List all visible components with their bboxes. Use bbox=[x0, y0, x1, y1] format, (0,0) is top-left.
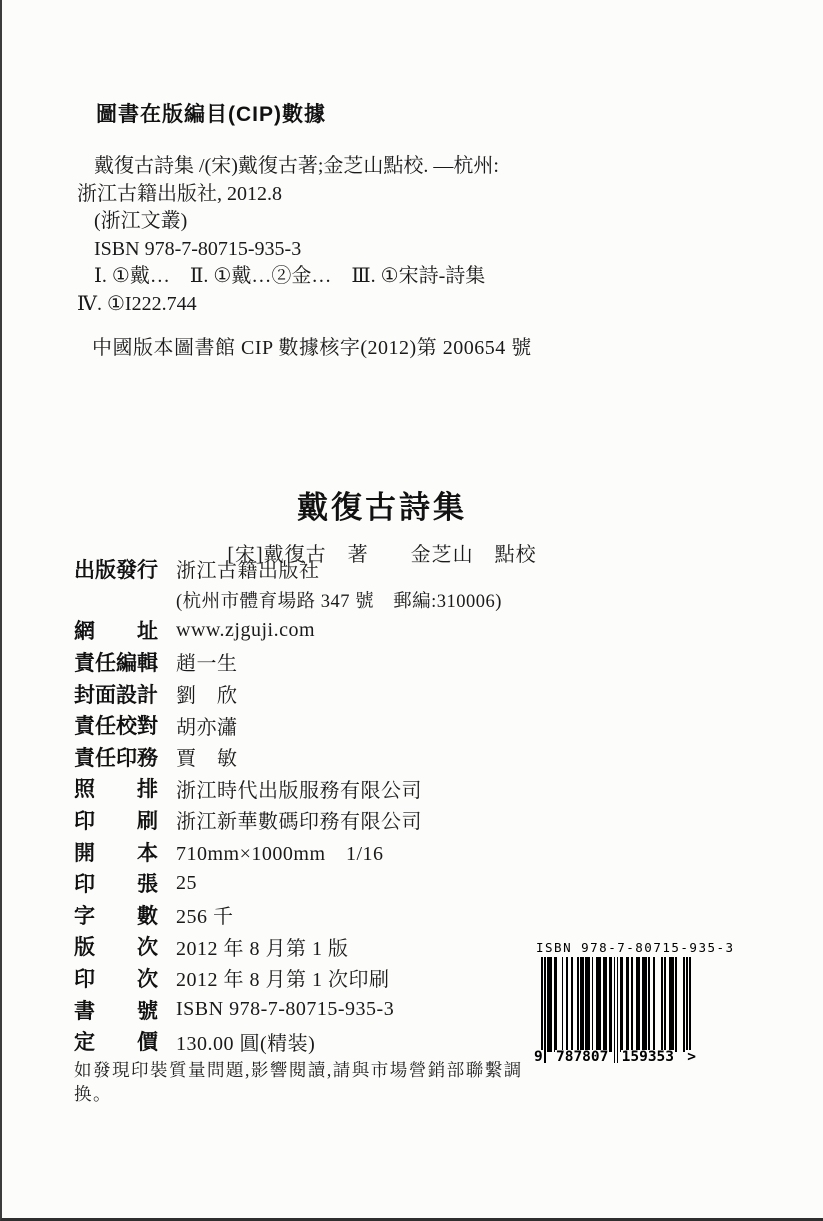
barcode-bars bbox=[541, 957, 691, 1063]
cip-entry bbox=[72, 153, 592, 318]
colophon-label: 責任編輯 bbox=[74, 651, 158, 675]
colophon-row bbox=[74, 741, 724, 773]
colophon-label: 印 張 bbox=[74, 873, 158, 897]
cip-series-line: (浙江文叢) bbox=[94, 210, 188, 232]
colophon-value: 2012 年 8 月第 1 次印刷 bbox=[176, 969, 390, 992]
colophon-row bbox=[74, 615, 724, 647]
colophon-value: 劉 欣 bbox=[176, 685, 238, 708]
colophon-label: 版 次 bbox=[74, 936, 158, 960]
colophon-label: 照 排 bbox=[74, 778, 158, 802]
colophon-value: 賈 敏 bbox=[176, 748, 238, 771]
colophon-row bbox=[74, 678, 724, 710]
colophon-value: 256 千 bbox=[176, 906, 234, 929]
colophon-row bbox=[74, 773, 724, 805]
colophon-row bbox=[74, 646, 724, 678]
colophon-label: 封面設計 bbox=[74, 683, 158, 707]
colophon-value: 胡亦瀟 bbox=[176, 716, 238, 739]
colophon-label: 字 數 bbox=[74, 904, 158, 928]
colophon-label: 責任校對 bbox=[74, 715, 158, 739]
byline-editor: 金芝山 點校 bbox=[410, 544, 537, 566]
cip-classification-line: Ⅳ. ①I222.744 bbox=[77, 292, 197, 315]
quality-notice: 如發現印裝質量問題,影響閱讀,請與市場營銷部聯繫調换。 bbox=[74, 1060, 523, 1104]
colophon-row bbox=[74, 899, 724, 931]
cip-entry-line: 戴復古詩集 /(宋)戴復古著;金芝山點校. —杭州: bbox=[94, 155, 499, 177]
colophon-row bbox=[74, 709, 724, 741]
barcode-isbn-text: ISBN 978-7-80715-935-3 bbox=[536, 940, 735, 955]
colophon-row bbox=[74, 836, 724, 868]
colophon-row bbox=[74, 804, 724, 836]
cip-heading: 圖書在版編目(CIP)數據 bbox=[96, 103, 326, 126]
barcode-digits bbox=[533, 1050, 697, 1065]
colophon-label: 網 址 bbox=[74, 620, 158, 644]
cip-entry-line: 浙江古籍出版社, 2012.8 bbox=[77, 182, 282, 205]
barcode-digit-lead: 9 bbox=[534, 1049, 543, 1065]
colophon-value: 710mm×1000mm 1/16 bbox=[176, 843, 384, 866]
colophon-label: 出版發行 bbox=[74, 558, 158, 582]
barcode-digit-group2: 159353 bbox=[621, 1049, 675, 1065]
colophon-label: 開 本 bbox=[74, 841, 158, 865]
colophon-value: 浙江新華數碼印務有限公司 bbox=[176, 811, 422, 834]
cip-record-number: 中國版本圖書館 CIP 數據核字(2012)第 200654 號 bbox=[92, 337, 532, 359]
colophon-value: 130.00 圓(精装) bbox=[176, 1032, 316, 1055]
colophon-value: 浙江時代出版服務有限公司 bbox=[176, 779, 422, 802]
colophon-value: 2012 年 8 月第 1 版 bbox=[176, 937, 349, 960]
barcode-digit-group1: 787807 bbox=[555, 1049, 609, 1065]
colophon-value: ISBN 978-7-80715-935-3 bbox=[176, 998, 395, 1021]
book-title: 戴復古詩集 bbox=[297, 490, 467, 525]
byline-author: [宋]戴復古 著 bbox=[227, 544, 369, 566]
colophon-label: 印 次 bbox=[74, 967, 158, 991]
colophon-value: www.zjguji.com bbox=[176, 618, 316, 641]
isbn-barcode bbox=[533, 940, 735, 1072]
colophon-row bbox=[74, 553, 724, 585]
colophon-row bbox=[74, 867, 724, 899]
cip-block bbox=[72, 98, 592, 363]
colophon-label: 印 刷 bbox=[74, 809, 158, 833]
colophon-label: 責任印務 bbox=[74, 746, 158, 770]
colophon-value: 趙一生 bbox=[176, 653, 238, 676]
colophon-value: 浙江古籍出版社 bbox=[176, 560, 320, 583]
colophon-label: 定 價 bbox=[74, 1031, 158, 1055]
cip-isbn-line: ISBN 978-7-80715-935-3 bbox=[94, 237, 302, 260]
publisher-address: (杭州市體育場路 347 號 郵編:310006) bbox=[176, 591, 502, 612]
cip-classification-line: Ⅰ. ①戴… Ⅱ. ①戴…②金… Ⅲ. ①宋詩-詩集 bbox=[94, 265, 486, 287]
barcode-trailing-mark: > bbox=[687, 1049, 696, 1065]
colophon-row-address bbox=[74, 585, 724, 615]
colophon-label: 書 號 bbox=[74, 999, 158, 1023]
colophon-value: 25 bbox=[176, 871, 197, 894]
